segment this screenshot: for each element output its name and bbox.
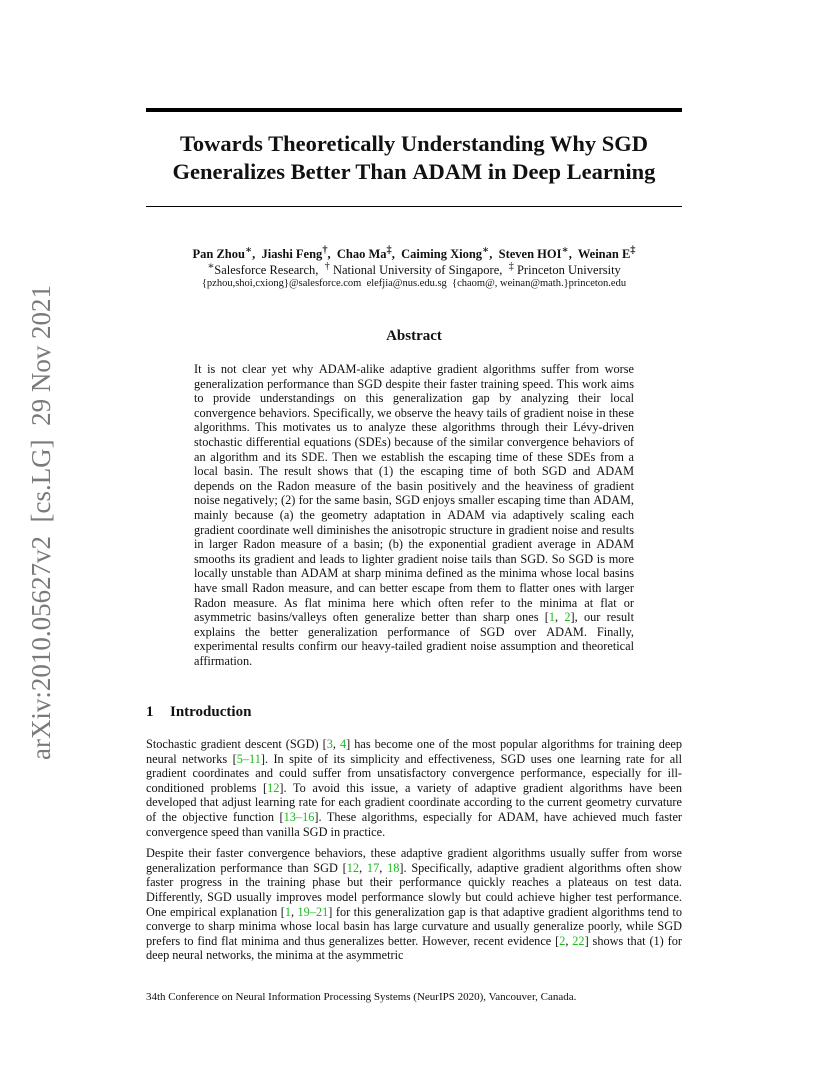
text-run: ] has become one of the most popular algorithms for training deep neural networks [ <box>146 737 683 766</box>
algorithm-name: SGD <box>500 751 526 766</box>
text-run: , <box>332 737 340 751</box>
algorithm-name: ADAM <box>497 809 536 824</box>
introduction-body <box>146 737 682 970</box>
paper-title <box>146 130 682 186</box>
text-run: usually improves model performance slowly but could achieve higher test performance. One empirical explanation [ <box>146 889 682 919</box>
text-run: ) [ <box>314 737 327 751</box>
paragraph <box>146 737 682 839</box>
affiliations: ∗Salesforce Research, † National University of Singapore, ‡ Princeton University <box>207 261 621 278</box>
text-run: ]. To avoid this issue, a variety of adaptive gradient algorithms have been developed that adjust learning rate for each gradient coordinate according to the current geometry curvature of the objective function [ <box>146 780 682 824</box>
author: Pan Zhou∗ <box>192 245 253 262</box>
text-run: ]. In spite of its simplicity and effectiveness, <box>260 751 501 766</box>
algorithm-name: SGD <box>302 824 328 839</box>
algorithm-name: SGD <box>289 737 315 751</box>
section-number: 1 <box>146 704 154 720</box>
citation-link[interactable]: 3 <box>326 737 333 751</box>
abstract-body <box>194 362 634 668</box>
text-run: . Finally, experimental results confirm our heavy-tailed gradient noise assumption and theoretical affirmation. <box>194 624 634 668</box>
text-run: ]. Specifically, adaptive gradient algorithms often show faster progress in the training phase but their performance quickly reaches a plateaus on test data. Differently, <box>146 860 682 904</box>
text-run: over <box>504 624 547 639</box>
email: {chaom@, weinan@math.}princeton.edu <box>452 278 627 289</box>
citation-link[interactable]: 13–16 <box>283 809 315 824</box>
author: Jiashi Feng† <box>261 245 328 262</box>
text-run: ] for this generalization gap is that adaptive gradient algorithms tend to converge to sharp minima whose local basin has large curvature and usually generalize poorly, while <box>146 904 683 934</box>
text-run: , <box>555 610 565 625</box>
text-run: Stochastic gradient descent ( <box>146 737 290 751</box>
citation-link[interactable]: 17 <box>366 860 380 875</box>
title-top-rule <box>146 108 682 112</box>
text-run: Despite their faster convergence behaviors, these adaptive gradient algorithms usually suffer from worse generalization performance than <box>146 846 682 875</box>
algorithm-name: SGD <box>395 493 420 508</box>
algorithm-name: SGD <box>313 860 338 875</box>
text-run: prefers to find flat minima and thus generalizes better. However, recent evidence [ <box>146 933 560 948</box>
email: elefjia@nus.edu.sg <box>366 278 447 289</box>
citation-link[interactable]: 2 <box>564 610 571 625</box>
algorithm-name: ADAM <box>447 507 485 522</box>
author: Steven HOI∗ <box>498 245 569 262</box>
author-list: Pan Zhou∗, Jiashi Feng†, Chao Ma‡, Caiming Xiong∗, Steven HOI∗, Weinan E‡ <box>192 245 636 262</box>
algorithm-name: SGD <box>541 464 567 479</box>
title-bottom-rule <box>146 206 682 207</box>
author: Caiming Xiong∗ <box>401 245 490 262</box>
text-run: -alike adaptive gradient algorithms suffer from worse generalization performance than <box>194 362 634 391</box>
author-emails <box>120 277 708 290</box>
paragraph <box>146 846 682 963</box>
algorithm-name: ADAM <box>593 493 631 508</box>
algorithm-name: SGD <box>357 376 382 391</box>
citation-link[interactable]: 4 <box>339 737 347 751</box>
arxiv-stamp-text: arXiv:2010.05627v2 [cs.LG] 29 Nov 2021 <box>26 285 56 760</box>
text-run: , <box>290 904 298 919</box>
citation-link[interactable]: 1 <box>548 610 556 625</box>
citation-link[interactable]: 22 <box>572 933 585 948</box>
text-run: at sharp minima defined as the minima whose local basins have small Radon measure, and can better escape from them to flatter ones with larger Radon measure. As flat minima here which often refer to the minima at flat or asymmetric basins/valleys often generalize better than sharp ones [ <box>194 566 634 625</box>
title-line-1: Towards Theoretically Understanding Why SGD <box>179 131 648 156</box>
abstract-heading: Abstract <box>386 328 442 344</box>
citation-link[interactable]: 19–21 <box>297 904 329 919</box>
arxiv-identifier-stamp <box>24 285 60 760</box>
text-run: , mainly because (a) the geometry adaptation in <box>194 493 634 522</box>
text-run: despite their faster training speed. This work aims to provide understandings on this generalization gap by analyzing their local convergence behaviors. Specifically, we observe the heavy tails of gradient noise in these algorithms. This motivates us to analyze these algorithms through their Lévy-driven stochastic differential equations (SDEs) because of the similar convergence behaviors of an algorithm and its SDE. Then we establish the escaping time of these SDEs from a local basin. The result shows that (1) the escaping time of both <box>194 376 634 479</box>
email: {pzhou,shoi,cxiong}@salesforce.com <box>201 278 362 289</box>
text-run: is more locally unstable than <box>194 551 634 581</box>
algorithm-name: SGD <box>657 919 682 934</box>
algorithm-name: ADAM <box>546 624 584 639</box>
text-run: depends on the Radon measure of the basin positively and the heaviness of gradient noise negatively; (2) for the same basin, <box>194 478 634 508</box>
algorithm-name: SGD <box>479 624 505 639</box>
section-title: Introduction <box>170 704 252 720</box>
section-heading-introduction <box>146 702 682 722</box>
citation-link[interactable]: 12 <box>267 780 280 795</box>
text-run: It is not clear yet why <box>194 362 319 376</box>
text-run: smooths its gradient and leads to lighter gradient noise tails than <box>194 551 521 566</box>
text-run: and <box>566 464 597 479</box>
text-run: in practice. <box>327 824 386 839</box>
text-run: , <box>359 860 367 875</box>
text-run: [ <box>337 860 347 875</box>
author: Chao Ma‡ <box>336 245 392 262</box>
algorithm-name: SGD <box>207 889 232 904</box>
algorithm-name: SGD <box>520 551 545 566</box>
citation-link[interactable]: 1 <box>284 904 291 919</box>
citation-link[interactable]: 5–11 <box>236 751 261 766</box>
author: Weinan E‡ <box>577 245 636 262</box>
text-run: ] shows that (1) for deep neural networks, the minima at the asymmetric <box>146 933 682 963</box>
algorithm-name: SGD <box>568 551 594 566</box>
citation-link[interactable]: 12 <box>346 860 360 875</box>
text-run: , have achieved much faster convergence speed than vanilla <box>146 809 682 839</box>
title-line-2: Generalizes Better Than ADAM in Deep Learning <box>172 159 656 184</box>
algorithm-name: ADAM <box>596 537 634 552</box>
algorithm-name: ADAM <box>318 362 357 376</box>
text-run: . So <box>544 551 569 566</box>
text-run: , <box>565 933 573 948</box>
text-run: ], our result explains the better generalization performance of <box>194 610 634 639</box>
algorithm-name: ADAM <box>596 464 634 479</box>
text-run: uses one learning rate for all gradient coordinates and could suffer from unsatisfactory convergence performance, especially for ill-conditioned problems [ <box>146 751 682 795</box>
citation-link[interactable]: 2 <box>559 933 566 948</box>
text-run: enjoys smaller escaping time than <box>419 493 594 508</box>
conference-footnote: 34th Conference on Neural Information Processing Systems (NeurIPS 2020), Vancouver, Canada. <box>146 991 577 1003</box>
algorithm-name: ADAM <box>300 566 339 581</box>
text-run: , <box>379 860 388 875</box>
citation-link[interactable]: 18 <box>387 860 400 875</box>
text-run: via adaptively scaling each gradient coordinate well diminishes the anisotropic structure in gradient noise and results in larger Radon measure of a basin; (b) the exponential gradient average in <box>194 507 634 552</box>
text-run: ]. These algorithms, especially for <box>314 809 498 824</box>
